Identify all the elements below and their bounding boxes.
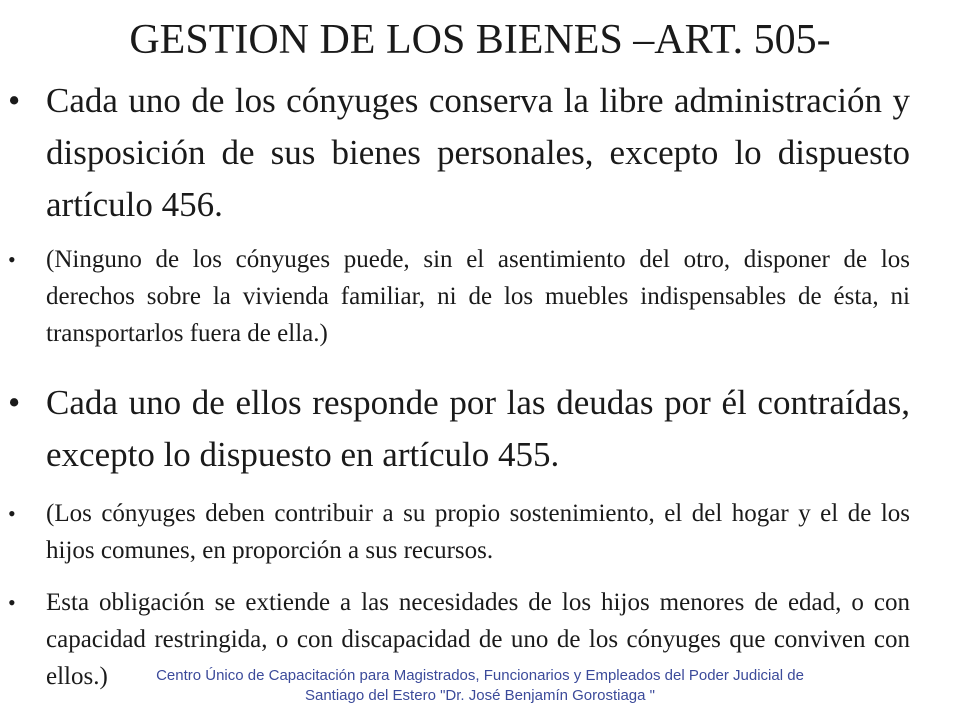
bullet-4: • (Los cónyuges deben contribuir a su propio sostenimiento, el del hogar y el de los hijos comunes, en proporción a sus recursos. [46, 495, 910, 569]
slide-title: GESTION DE LOS BIENES –ART. 505- [129, 17, 831, 63]
bullet-2: • (Ninguno de los cónyuges puede, sin el asentimiento del otro, disponer de los derechos sobre la vivienda familiar, ni de los muebles indispensables de ésta, ni transportarlos fuera de ella.) [46, 241, 910, 352]
bullet-5: • Esta obligación se extiende a las necesidades de los hijos menores de edad, o con capacidad restringida, o con discapacidad de uno de los cónyuges que conviven con ellos.) [46, 584, 910, 695]
bullet-3: • Cada uno de ellos responde por las deudas por él contraídas, excepto lo dispuesto en artículo 455. [46, 377, 910, 481]
footer-line-2: Santiago del Estero "Dr. José Benjamín Gorostiaga " [304, 687, 655, 704]
bullet-1: • Cada uno de los cónyuges conserva la libre administración y disposición de sus bienes personales, excepto lo dispuesto artículo 456. [46, 75, 910, 231]
footer-line-1: Centro Único de Capacitación para Magistrados, Funcionarios y Empleados del Poder Judicial de [156, 667, 804, 684]
footer-credit [40, 666, 920, 706]
